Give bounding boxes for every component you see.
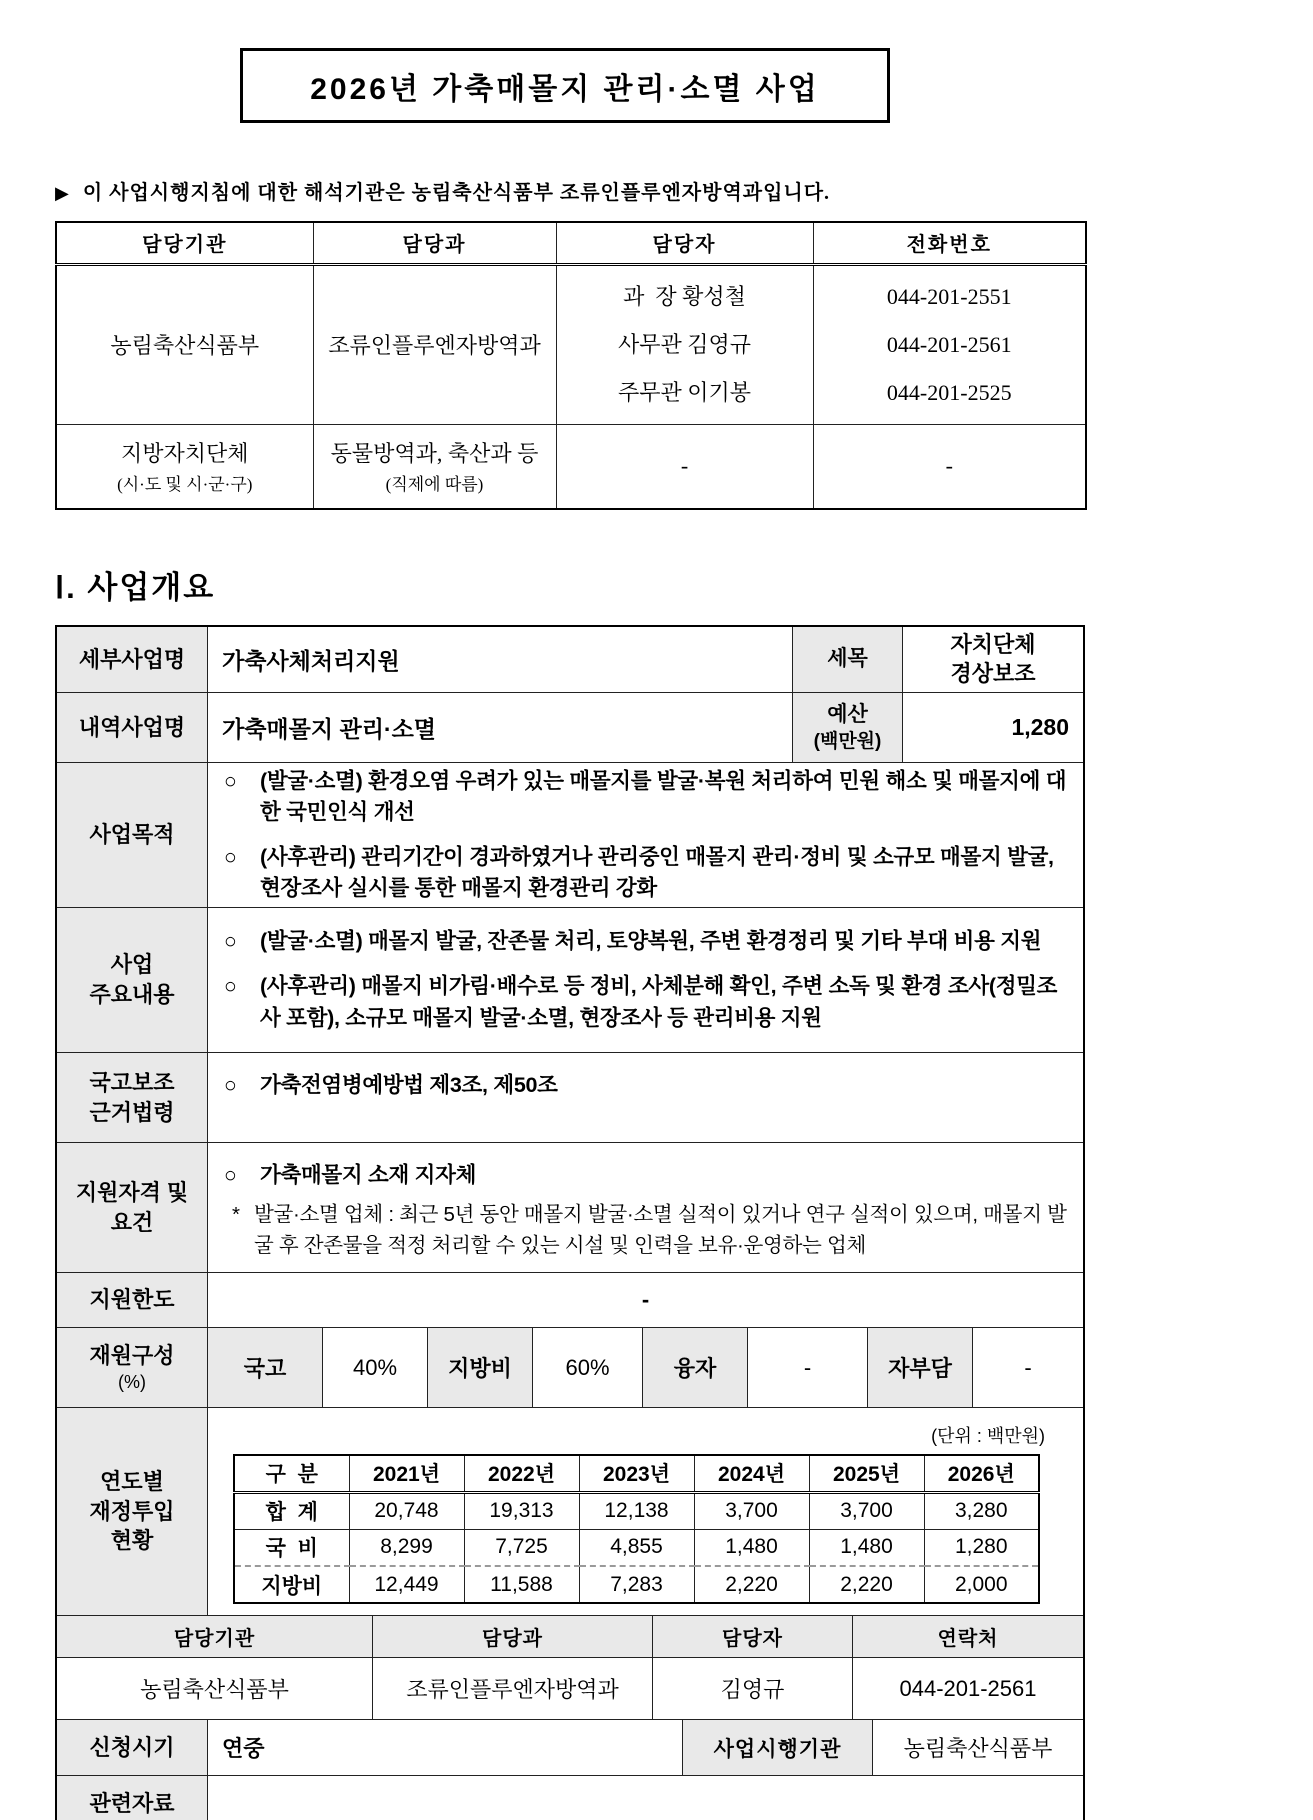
funding-local-label: 지방비 (427, 1328, 532, 1407)
notice-text: 이 사업시행지침에 대한 해석기관은 농림축산식품부 조류인플루엔자방역과입니다. (82, 182, 831, 204)
footer-contact: 044-201-2561 (852, 1658, 1083, 1719)
footer-person: 김영규 (652, 1658, 852, 1719)
agency-value: 농림축산식품부 (872, 1720, 1083, 1775)
contact-row-local (56, 424, 1086, 509)
legal-basis-label: 국고보조 근거법령 (57, 1053, 207, 1142)
funding-gov-label: 국고 (207, 1328, 322, 1407)
circle-bullet-icon: ○ (224, 929, 237, 954)
local-dept-main: 동물방역과, 축산과 등 (330, 441, 539, 467)
yearly-row-total: 합 계 20,748 19,313 12,138 3,700 3,700 3,280 (234, 1492, 1039, 1529)
detail-name-label: 세부사업명 (57, 627, 207, 692)
footer-header-person: 담당자 (652, 1616, 852, 1657)
section-title: Ⅰ. 사업개요 (55, 570, 216, 605)
row-legal-basis (57, 1052, 1083, 1142)
main-content-item: ○ (발굴·소멸) 매몰지 발굴, 잔존물 처리, 토양복원, 주변 환경정리 및 기타 부대 비용 지원 (224, 926, 1069, 957)
document-content (55, 48, 1085, 1820)
main-content-item: ○ (사후관리) 매몰지 비가림·배수로 등 정비, 사체분해 확인, 주변 소독 및 환경 조사(정밀조사 포함), 소규모 매몰지 발굴·소멸, 현장조사 등 관리비용 지원 (224, 971, 1069, 1033)
funding-loan-value: - (747, 1328, 867, 1407)
row-footer-header (57, 1615, 1083, 1657)
local-org-main: 지방자치단체 (120, 441, 249, 467)
phone-3: 044-201-2525 (886, 379, 1012, 405)
eligibility-label: 지원자격 및 요건 (57, 1143, 207, 1272)
support-limit-value: - (207, 1273, 1083, 1327)
overview-table (55, 625, 1085, 1820)
subprogram-value: 가축매몰지 관리·소멸 (207, 693, 792, 762)
contact-row-ministry (56, 264, 1086, 424)
funding-local-value: 60% (532, 1328, 642, 1407)
eligibility-item: ○ 가축매몰지 소재 지자체 (224, 1160, 1069, 1191)
footer-header-contact: 연락처 (852, 1616, 1083, 1657)
row-yearly-finance (57, 1407, 1083, 1615)
unit-note: (단위 : 백만원) (931, 1426, 1045, 1446)
footer-org: 농림축산식품부 (140, 1677, 289, 1702)
ministry-persons (556, 264, 813, 424)
footer-header-dept: 담당과 (372, 1616, 652, 1657)
row-related-docs (57, 1775, 1083, 1820)
legal-basis-body (207, 1053, 1083, 1142)
yearly-header-row: 구 분 2021년 2022년 2023년 2024년 2025년 2026년 (234, 1455, 1039, 1492)
circle-bullet-icon: ○ (224, 1163, 237, 1187)
phone-2: 044-201-2561 (886, 331, 1012, 357)
row-subprogram-name (57, 692, 1083, 762)
detail-name-value: 가축사체처리지원 (207, 627, 792, 692)
phone-1: 044-201-2551 (886, 283, 1012, 309)
local-phone: - (813, 424, 1086, 509)
main-content-body (207, 908, 1083, 1052)
apply-period-value: 연중 (207, 1720, 682, 1775)
contact-header-org: 담당기관 (56, 222, 313, 264)
related-docs-value (207, 1776, 1083, 1820)
local-person: - (556, 424, 813, 509)
footer-header-org: 담당기관 (57, 1616, 372, 1657)
yearly-finance-body (207, 1408, 1083, 1615)
purpose-item: ○ (발굴·소멸) 환경오염 우려가 있는 매몰지를 발굴·복원 처리하여 민원 해소 및 매몰지에 대한 국민인식 개선 (224, 766, 1069, 828)
budget-label: 예산 (백만원) (792, 693, 902, 762)
local-org (56, 424, 313, 509)
row-apply-period (57, 1719, 1083, 1775)
row-main-content (57, 907, 1083, 1052)
row-funding-mix (57, 1327, 1083, 1407)
contact-header-phone: 전화번호 (813, 222, 1086, 264)
semok-label: 세목 (792, 627, 902, 692)
notice-line (55, 179, 1085, 207)
document-title: 2026년 가축매몰지 관리·소멸 사업 (310, 73, 820, 106)
row-support-limit (57, 1272, 1083, 1327)
support-limit-label: 지원한도 (57, 1273, 207, 1327)
row-eligibility (57, 1142, 1083, 1272)
person-1: 과 장 황성철 (623, 283, 746, 309)
contact-header-dept: 담당과 (313, 222, 556, 264)
ministry-org: 농림축산식품부 (56, 264, 313, 424)
purpose-label: 사업목적 (57, 763, 207, 907)
apply-period-label: 신청시기 (57, 1720, 207, 1775)
local-org-sub: (시·도 및 시·군·구) (117, 475, 253, 495)
circle-bullet-icon: ○ (224, 845, 237, 869)
eligibility-body (207, 1143, 1083, 1272)
funding-mix-label: 재원구성 (%) (57, 1328, 207, 1407)
circle-bullet-icon: ○ (224, 974, 237, 999)
main-content-label: 사업 주요내용 (57, 908, 207, 1052)
circle-bullet-icon: ○ (224, 1073, 237, 1097)
local-dept (313, 424, 556, 509)
yearly-finance-table (233, 1454, 1040, 1604)
person-3: 주무관 이기봉 (617, 379, 751, 405)
funding-loan-label: 융자 (642, 1328, 747, 1407)
row-detail-name (57, 627, 1083, 692)
purpose-item: ○ (사후관리) 관리기간이 경과하였거나 관리중인 매몰지 관리·정비 및 소규모 매몰지 발굴, 현장조사 실시를 통한 매몰지 환경관리 강화 (224, 842, 1069, 904)
row-footer-values (57, 1657, 1083, 1719)
funding-self-label: 자부담 (867, 1328, 972, 1407)
ministry-phones (813, 264, 1086, 424)
asterisk-marker-icon: * (232, 1203, 240, 1227)
local-dept-sub: (직제에 따름) (385, 475, 484, 495)
agency-label: 사업시행기관 (682, 1720, 872, 1775)
related-docs-label: 관련자료 (57, 1776, 207, 1820)
eligibility-note: * 발굴·소멸 업체 : 최근 5년 동안 매몰지 발굴·소멸 실적이 있거나 연구 실적이 있으며, 매몰지 발굴 후 잔존물을 적정 처리할 수 있는 시설 및 인력을 보유·운영하는 업체 (232, 1200, 1069, 1262)
budget-value: 1,280 (902, 693, 1083, 762)
row-purpose (57, 762, 1083, 907)
yearly-row-local: 지방비 12,449 11,588 7,283 2,220 2,220 2,000 (234, 1566, 1039, 1603)
subprogram-label: 내역사업명 (57, 693, 207, 762)
legal-basis-item: ○ 가축전염병예방법 제3조, 제50조 (224, 1070, 1069, 1101)
funding-self-value: - (972, 1328, 1083, 1407)
funding-gov-value: 40% (322, 1328, 427, 1407)
contact-table (55, 221, 1087, 510)
contact-header-person: 담당자 (556, 222, 813, 264)
circle-bullet-icon: ○ (224, 768, 237, 793)
footer-dept: 조류인플루엔자방역과 (372, 1658, 652, 1719)
semok-value: 자치단체 경상보조 (902, 627, 1083, 692)
purpose-content (207, 763, 1083, 907)
person-2: 사무관 김영규 (617, 331, 751, 357)
contact-header-row (56, 222, 1086, 264)
ministry-dept: 조류인플루엔자방역과 (313, 264, 556, 424)
yearly-finance-label: 연도별 재정투입 현황 (57, 1408, 207, 1615)
yearly-row-national: 국 비 8,299 7,725 4,855 1,480 1,480 1,280 (234, 1529, 1039, 1566)
document-title-box (240, 48, 890, 123)
arrow-bullet-icon: ▶ (55, 183, 69, 203)
